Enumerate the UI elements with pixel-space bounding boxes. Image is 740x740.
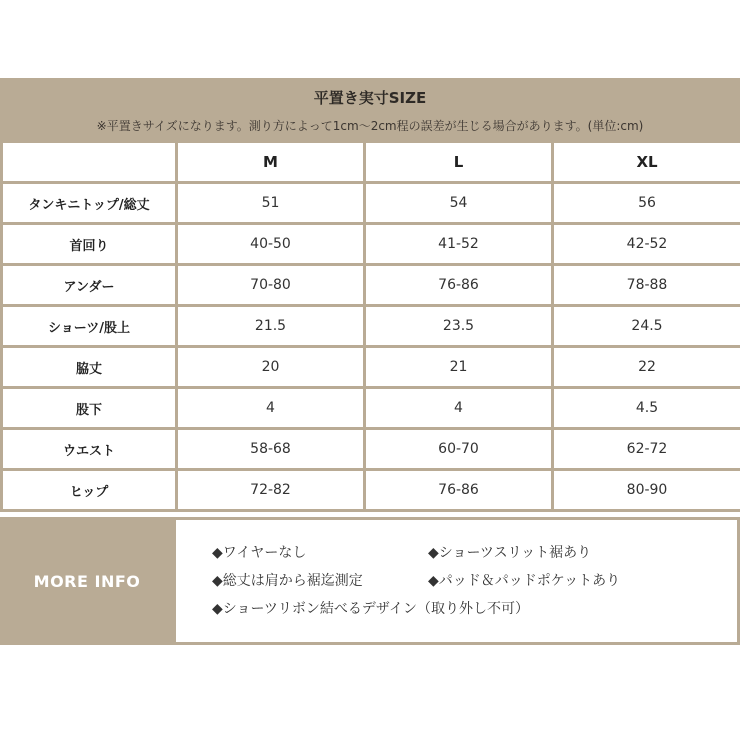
row-label: ヒップ [3,471,175,509]
table-cell: 56 [554,184,740,222]
size-chart-title: 平置き実寸SIZE [313,89,427,107]
size-chart-note: ※平置きサイズになります。測り方によって1cm〜2cm程の誤差が生じる場合があります。(単位:cm) [96,119,644,133]
table-row [3,471,740,509]
table-cell: 41-52 [366,225,551,263]
info-item: ◆ショーツリボン結べるデザイン（取り外し不可） [212,601,529,617]
row-label: 首回り [3,225,175,263]
row-label: タンキニトップ/総丈 [3,184,175,222]
table-cell: 72-82 [178,471,363,509]
table-header-row [3,143,740,181]
table-row [3,225,740,263]
table-row [3,184,740,222]
table-cell: 51 [178,184,363,222]
info-item: ◆ワイヤーなし [212,545,307,561]
info-item: ◆パッド＆パッドポケットあり [428,573,621,589]
column-header-xl: XL [554,143,740,181]
table-cell: 24.5 [554,307,740,345]
table-cell: 54 [366,184,551,222]
table-cell: 80-90 [554,471,740,509]
info-item: ◆総丈は肩から裾迄測定 [212,573,363,589]
column-header-m: M [178,143,363,181]
column-header-l: L [366,143,551,181]
table-cell: 4.5 [554,389,740,427]
size-chart-header [0,78,740,140]
table-cell: 40-50 [178,225,363,263]
table-cell: 58-68 [178,430,363,468]
info-item: ◆ショーツスリット裾あり [428,545,592,561]
column-header-blank [3,143,175,181]
table-cell: 42-52 [554,225,740,263]
row-label: 脇丈 [3,348,175,386]
table-cell: 60-70 [366,430,551,468]
table-row [3,430,740,468]
table-cell: 62-72 [554,430,740,468]
table-cell: 4 [366,389,551,427]
size-table [0,140,740,512]
row-label: ショーツ/股上 [3,307,175,345]
table-row [3,307,740,345]
table-cell: 21 [366,348,551,386]
table-row [3,348,740,386]
size-chart-section [0,78,740,513]
table-cell: 20 [178,348,363,386]
row-label: 股下 [3,389,175,427]
row-label: アンダー [3,266,175,304]
row-label: ウエスト [3,430,175,468]
more-info-box [176,520,737,642]
table-row [3,389,740,427]
table-cell: 4 [178,389,363,427]
more-info-section [0,517,740,645]
table-cell: 78-88 [554,266,740,304]
table-cell: 76-86 [366,471,551,509]
table-cell: 76-86 [366,266,551,304]
table-cell: 21.5 [178,307,363,345]
table-row [3,266,740,304]
more-info-label: MORE INFO [33,571,141,591]
table-cell: 23.5 [366,307,551,345]
table-cell: 22 [554,348,740,386]
table-cell: 70-80 [178,266,363,304]
